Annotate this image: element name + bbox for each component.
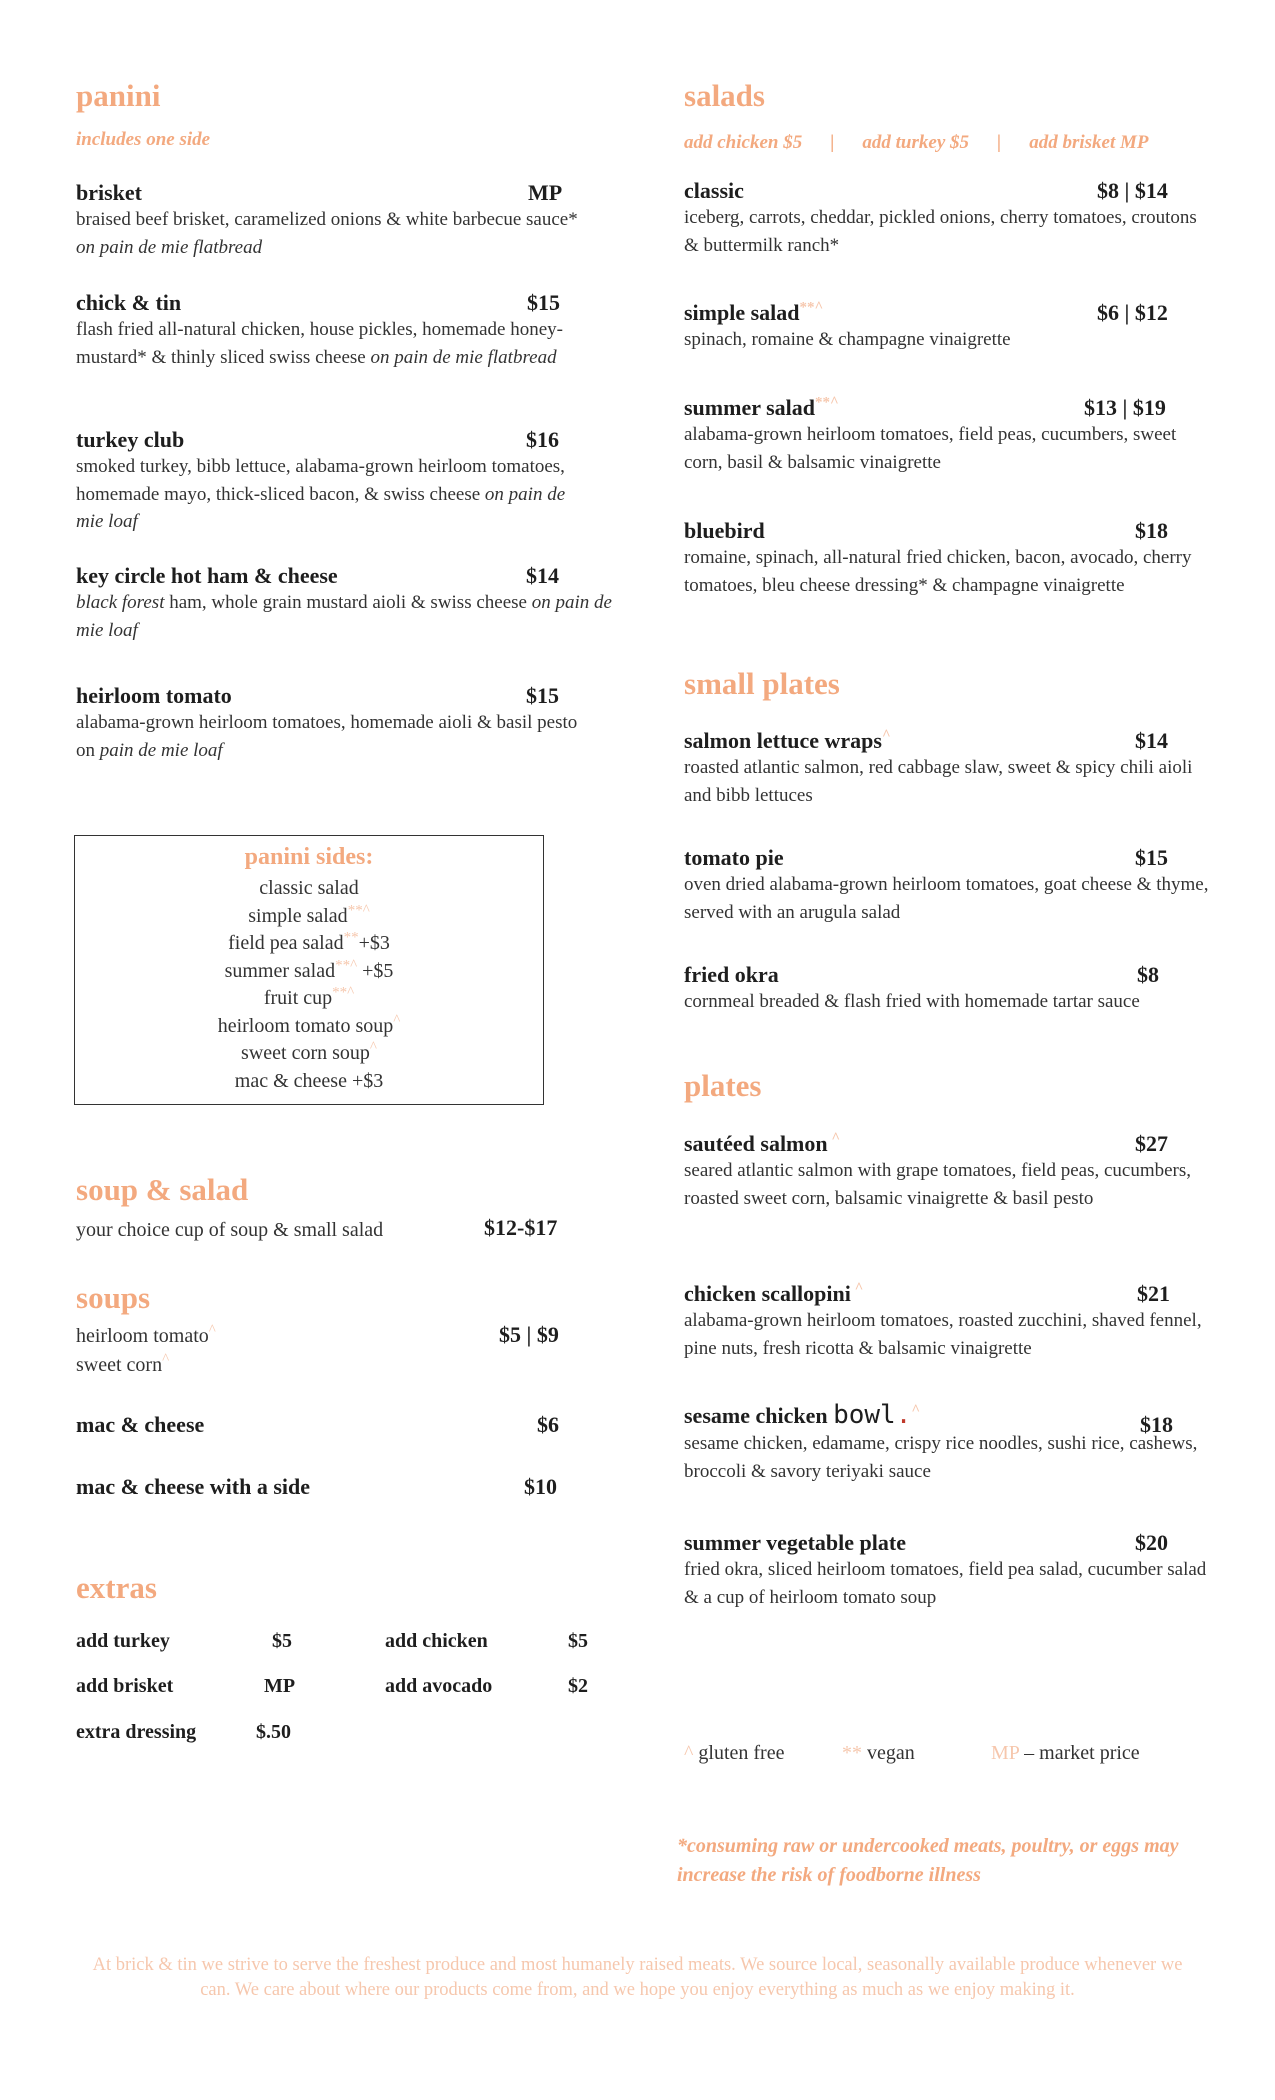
legend-gluten-free: ^ gluten free <box>684 1742 785 1764</box>
menu-item-turkey-club <box>76 427 606 536</box>
item-name: summer salad**^ <box>684 394 839 420</box>
item-name: chicken scallopini ^ <box>684 1280 864 1306</box>
menu-item-classic-salad <box>684 178 1214 259</box>
salads-heading: salads <box>684 78 765 113</box>
item-name: summer vegetable plate <box>684 1530 906 1555</box>
panini-sides-box <box>74 835 544 1105</box>
item-price: $8 <box>1137 962 1159 987</box>
item-name: sautéed salmon ^ <box>684 1130 841 1156</box>
side-item: summer salad**^ +$5 <box>224 956 394 982</box>
side-item: fruit cup**^ <box>263 984 355 1009</box>
item-name: chick & tin <box>76 290 182 315</box>
mac-cheese-price: $6 <box>537 1412 559 1437</box>
item-name: classic <box>684 178 744 203</box>
item-name: tomato pie <box>684 845 784 870</box>
item-description: sesame chicken, edamame, crispy rice noodles, sushi rice, cashews, broccoli & savory teriyaki sauce <box>684 1433 1198 1482</box>
side-item: mac & cheese +$3 <box>234 1069 384 1092</box>
menu-item-hot-ham-cheese <box>76 563 616 644</box>
menu-item-simple-salad <box>684 300 1214 354</box>
menu-item-sauteed-salmon <box>684 1131 1214 1212</box>
item-description: roasted atlantic salmon, red cabbage slaw, sweet & spicy chili aioli and bibb lettuces <box>684 757 1193 806</box>
item-price: $18 <box>1135 518 1168 543</box>
item-name: sesame chicken bowl.^ <box>684 1400 921 1430</box>
item-description: seared atlantic salmon with grape tomatoes, field peas, cucumbers, roasted sweet corn, balsamic vinaigrette & basil pesto <box>684 1160 1192 1209</box>
item-price: $20 <box>1135 1530 1168 1555</box>
item-price: MP <box>528 180 563 205</box>
menu-item-chicken-scallopini <box>684 1281 1224 1362</box>
item-price: $21 <box>1137 1281 1170 1306</box>
item-description: black forest ham, whole grain mustard aioli & swiss cheese on pain de mie loaf <box>76 592 612 641</box>
side-item: classic salad <box>259 877 359 899</box>
menu-item-sesame-chicken-bowl <box>684 1400 1214 1485</box>
item-price: $15 <box>1135 845 1168 870</box>
side-item: sweet corn soup^ <box>241 1039 377 1064</box>
menu-item-brisket <box>76 180 606 261</box>
soup-price: $5 | $9 <box>499 1322 559 1347</box>
item-price: $16 <box>526 427 559 452</box>
mac-cheese-side-price: $10 <box>524 1474 557 1499</box>
item-name: salmon lettuce wraps^ <box>684 727 891 753</box>
extra-add-brisket: add brisket <box>76 1675 174 1697</box>
item-price: $13 | $19 <box>1084 395 1166 420</box>
extra-add-avocado: add avocado <box>385 1675 493 1697</box>
item-description: oven dried alabama-grown heirloom tomatoes, goat cheese & thyme, served with an arugula salad <box>684 874 1209 923</box>
item-price: $15 <box>527 290 560 315</box>
menu-item-tomato-pie <box>684 845 1214 926</box>
extra-add-brisket-price: MP <box>264 1675 296 1697</box>
item-description: romaine, spinach, all-natural fried chicken, bacon, avocado, cherry tomatoes, bleu cheese dressing* & champagne vinaigrette <box>684 547 1192 596</box>
menu-item-heirloom-tomato <box>76 683 606 764</box>
soup-salad-description: your choice cup of soup & small salad <box>76 1219 384 1241</box>
small-plates-heading: small plates <box>684 666 840 701</box>
item-price: $15 <box>526 683 559 708</box>
panini-sides-title: panini sides: <box>244 844 374 870</box>
soup-heirloom-tomato: heirloom tomato^ <box>76 1322 216 1347</box>
menu-item-summer-salad <box>684 395 1214 476</box>
side-item: field pea salad**+$3 <box>228 929 390 954</box>
item-description: cornmeal breaded & flash fried with homemade tartar sauce <box>684 991 1140 1012</box>
item-description: alabama-grown heirloom tomatoes, roasted zucchini, shaved fennel, pine nuts, fresh ricotta & balsamic vinaigrette <box>684 1310 1202 1359</box>
extra-dressing: extra dressing <box>76 1721 197 1743</box>
soup-salad-heading: soup & salad <box>76 1172 249 1207</box>
side-item: heirloom tomato soup^ <box>217 1011 401 1037</box>
bowl-logotype: bowl. <box>833 1400 912 1430</box>
item-price: $14 <box>526 563 559 588</box>
extra-add-chicken: add chicken <box>385 1630 488 1652</box>
footer-statement: At brick & tin we strive to serve the freshest produce and most humanely raised meats. We source local, seasonally available produce whenever we can. We care about where our products come from, and we hope you enjoy everything as much as we enjoy making it. <box>92 1955 1183 2000</box>
panini-heading: panini <box>76 78 161 113</box>
item-description: braised beef brisket, caramelized onions & white barbecue sauce* on pain de mie flatbread <box>76 209 578 258</box>
item-name: fried okra <box>684 962 779 987</box>
menu-item-salmon-lettuce-wraps <box>684 728 1214 809</box>
item-description: fried okra, sliced heirloom tomatoes, field pea salad, cucumber salad & a cup of heirloom tomato soup <box>684 1559 1207 1608</box>
menu-item-fried-okra <box>684 962 1214 1016</box>
panini-subtitle: includes one side <box>76 129 211 150</box>
extras-heading: extras <box>76 1570 157 1605</box>
item-name: key circle hot ham & cheese <box>76 563 338 588</box>
extra-add-turkey: add turkey <box>76 1630 170 1652</box>
menu-item-bluebird <box>684 518 1214 599</box>
item-description: flash fried all-natural chicken, house pickles, homemade honey-mustard* & thinly sliced swiss cheese on pain de mie flatbread <box>76 319 563 368</box>
mac-cheese-label: mac & cheese <box>76 1412 205 1437</box>
mac-cheese-side-label: mac & cheese with a side <box>76 1474 311 1499</box>
extra-add-avocado-price: $2 <box>568 1675 588 1697</box>
item-price: $14 <box>1135 728 1168 753</box>
item-name: simple salad**^ <box>684 299 824 325</box>
menu-item-chick-tin <box>76 290 606 371</box>
food-safety-warning: *consuming raw or undercooked meats, poultry, or eggs may increase the risk of foodborne illness <box>677 1835 1179 1886</box>
soup-sweet-corn: sweet corn^ <box>76 1351 170 1376</box>
soups-heading: soups <box>76 1280 151 1315</box>
menu-item-summer-vegetable-plate <box>684 1530 1224 1611</box>
item-name: heirloom tomato <box>76 683 232 708</box>
item-description: alabama-grown heirloom tomatoes, homemade aioli & basil pesto on pain de mie loaf <box>76 712 578 761</box>
extra-add-chicken-price: $5 <box>568 1630 588 1652</box>
plates-heading: plates <box>684 1068 762 1103</box>
item-description: iceberg, carrots, cheddar, pickled onions, cherry tomatoes, croutons & buttermilk ranch* <box>684 207 1197 256</box>
salad-addons: add chicken $5 | add turkey $5 | add brisket MP <box>684 132 1149 153</box>
item-name: brisket <box>76 180 142 205</box>
item-name: bluebird <box>684 518 765 543</box>
item-price: $6 | $12 <box>1097 300 1168 325</box>
extra-dressing-price: $.50 <box>256 1721 291 1743</box>
item-description: spinach, romaine & champagne vinaigrette <box>684 329 1011 350</box>
extra-add-turkey-price: $5 <box>272 1630 292 1652</box>
legend-vegan: ** vegan <box>842 1742 915 1764</box>
soup-salad-price: $12-$17 <box>484 1215 558 1240</box>
item-price: $8 | $14 <box>1097 178 1168 203</box>
item-name: turkey club <box>76 427 185 452</box>
item-price: $18 <box>1140 1412 1173 1437</box>
side-item: simple salad**^ <box>248 901 370 927</box>
item-description: alabama-grown heirloom tomatoes, field peas, cucumbers, sweet corn, basil & balsamic vinaigrette <box>684 424 1177 473</box>
item-price: $27 <box>1135 1131 1168 1156</box>
legend-market-price: MP – market price <box>991 1742 1140 1764</box>
item-description: smoked turkey, bibb lettuce, alabama-grown heirloom tomatoes, homemade mayo, thick-sliced bacon, & swiss cheese on pain de mie loaf <box>76 456 566 532</box>
